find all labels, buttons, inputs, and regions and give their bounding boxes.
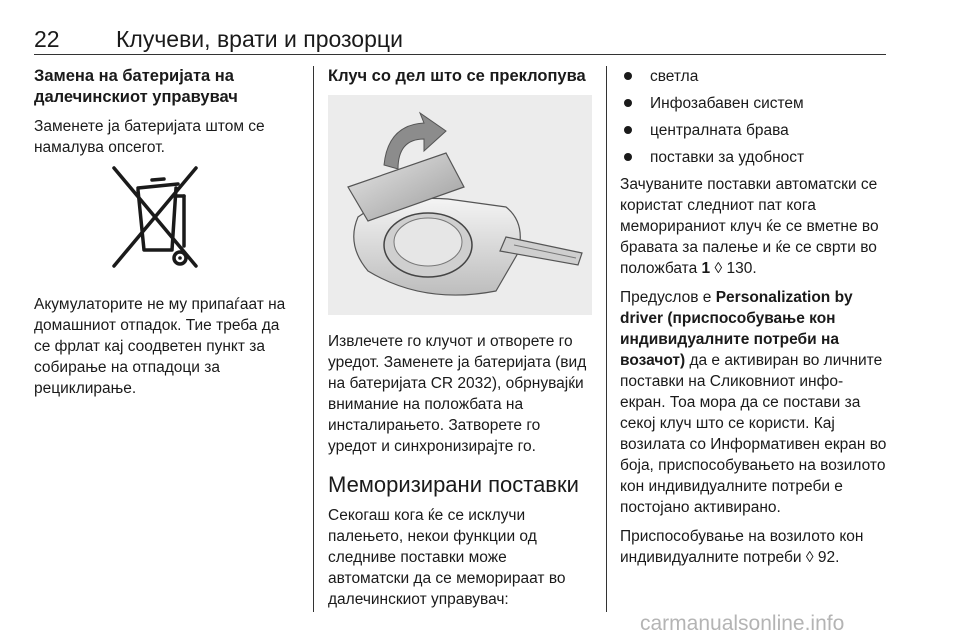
- list-item: поставки за удобност: [620, 147, 888, 168]
- personalization-setting-name: Personalization by driver (приспособување кон индивидуалните потреби на возачот): [620, 289, 853, 369]
- personalization-reference: Приспособување на возилото кон индивидуалните потреби ◊ 92.: [620, 528, 864, 566]
- column-3: [620, 66, 888, 576]
- bullet-icon: [624, 99, 632, 107]
- bullet-icon: [624, 72, 632, 80]
- watermark: carmanualsonline.info: [640, 612, 845, 635]
- memorized-settings-intro: Секогаш кога ќе се исклучи палењето, некои функции од следниве поставки може автоматски да се меморираат во далечинскиот управувач:: [328, 507, 566, 608]
- page-ref-link[interactable]: 92.: [817, 549, 840, 566]
- list-item: Инфозабавен систем: [620, 93, 888, 114]
- prerequisite-paragraph: Предуслов е Personalization by driver (приспособување кон индивидуалните потреби на возачот) да е активиран во личните поставки на Сликовниот инфо-екран. Тоа мора да се постави за секој клуч што се користи. Кај возилата со Информативен екран во боја, приспособувањето на возилото кон индивидуалните потреби е постојано активирано.: [620, 289, 887, 516]
- page-ref-icon: ◊: [714, 260, 723, 277]
- list-item: централната брава: [620, 120, 888, 141]
- bullet-icon: [624, 126, 632, 134]
- chapter-title: Клучеви, врати и прозорци: [116, 26, 403, 52]
- list-item: светла: [620, 66, 888, 87]
- battery-replacement-heading: Замена на батеријата на далечинскиот управувач: [34, 67, 238, 106]
- page-ref-link[interactable]: 130.: [726, 260, 757, 277]
- saved-settings-paragraph: Зачуваните поставки автоматски се користат следниот пат кога меморираниот клуч ќе се вметне во бравата за палење и ќе се сврти во положбата 1 ◊ 130.: [620, 176, 879, 277]
- page-number: 22: [34, 26, 60, 52]
- page-ref-icon: ◊: [805, 549, 814, 566]
- recycling-notice: Акумулаторите не му припаѓаат на домашниот отпадок. Тие треба да се фрлат кај соодветен пункт за собирање на отпадоци за рециклирање.: [34, 296, 286, 397]
- bullet-icon: [624, 153, 632, 161]
- memorized-settings-title: Меморизирани поставки: [328, 472, 579, 497]
- column-2: [328, 66, 592, 618]
- battery-replacement-steps: Извлечете го клучот и отворете го уредот. Заменете ја батеријата (вид на батеријата CR 2032), обрнувајќи внимание на положбата на инсталирањето. Затворете го уредот и синхронизирајте го.: [328, 333, 587, 455]
- key-battery-illustration: [328, 95, 592, 315]
- position-number: 1: [701, 260, 711, 277]
- page-header: [34, 26, 886, 55]
- memorized-settings-list: [620, 66, 888, 168]
- column-divider-right: [606, 66, 607, 612]
- recycle-bin-crossed-icon: [34, 166, 300, 278]
- folding-key-heading: Клуч со дел што се преклопува: [328, 67, 586, 85]
- column-divider-left: [313, 66, 314, 612]
- battery-replacement-intro: Заменете ја батеријата штом се намалува опсегот.: [34, 118, 265, 156]
- column-1: [34, 66, 300, 407]
